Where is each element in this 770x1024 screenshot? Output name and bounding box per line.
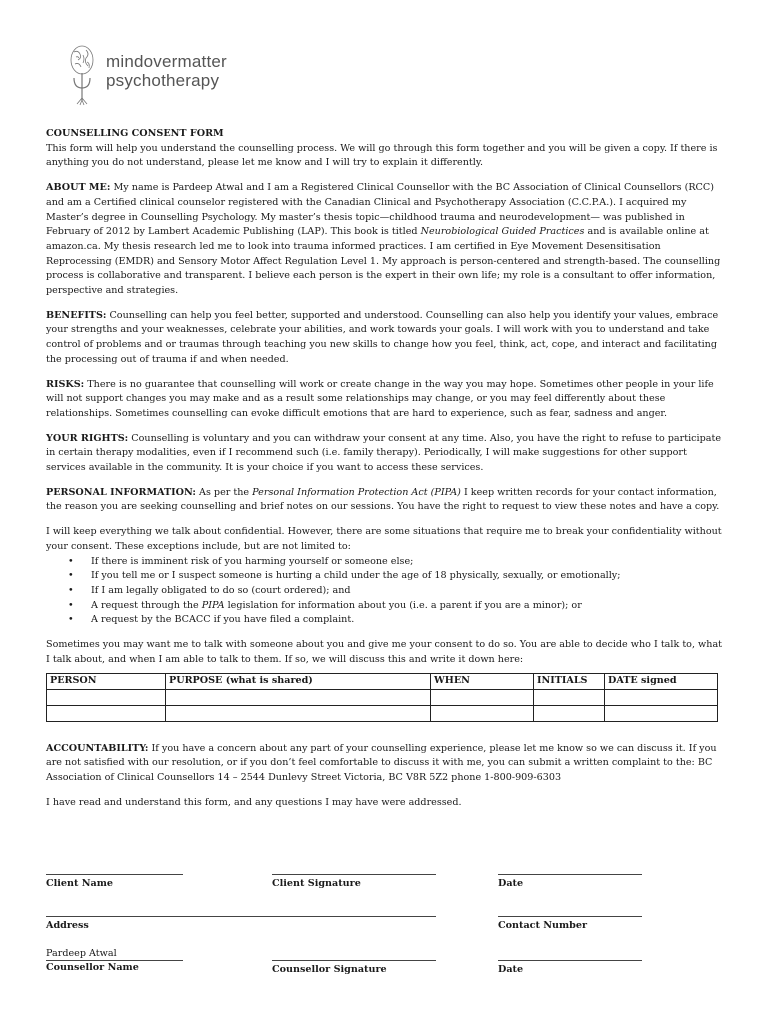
- list-item: • A request through the PIPA legislation for information about you (i.e. a parent if you are a minor); or: [46, 599, 728, 614]
- counsellor-signature-field[interactable]: [272, 960, 436, 976]
- address-label: Address: [46, 920, 89, 931]
- table-row: [47, 705, 718, 721]
- table-cell[interactable]: [431, 689, 534, 705]
- confidentiality-paragraph: I will keep everything we talk about confidential. However, there are some situations that require me to break your confidentiality without your consent. These exceptions include, but are not limited to:: [46, 526, 722, 552]
- brain-tree-icon: [66, 42, 98, 106]
- bullet: •: [68, 570, 74, 582]
- counsellor-name-value: Pardeep Atwal: [46, 948, 117, 959]
- about-paragraph: ABOUT ME: My name is Pardeep Atwal and I am a Registered Clinical Counsellor with the BC Association of Clinical Counsellors (RCC) and am a Certified clinical counselor registered with the Canadian Clinical and Psychotherapy Association (C.C.P.A.). I acquired my Master’s degree in Counselling Psychology. My master’s thesis topic—childhood trauma and neurodevelopment— was published in February of 2012 by Lambert Academic Publishing (LAP). This book is titled Neurobiological Guided Practices and is available online at amazon.ca. My thesis research led me to look into trauma informed practices. I am certified in Eye Movement Desensitisation Reprocessing (EMDR) and Sensory Motor Affect Regulation Level 1. My approach is person-centered and strength-based. The counselling process is collaborative and transparent. I believe each person is the expert in their own life; my role is a consultant to offer information, perspective and strategies.: [46, 182, 721, 297]
- list-item: • If there is imminent risk of you harming yourself or someone else;: [46, 555, 728, 570]
- contact-number-label: Contact Number: [498, 920, 588, 931]
- signature-row-client: [46, 864, 726, 906]
- logo: [66, 42, 266, 106]
- bullet: •: [68, 599, 74, 611]
- table-cell[interactable]: [605, 705, 718, 721]
- counsellor-name-field[interactable]: [46, 948, 183, 974]
- client-signature-field[interactable]: [272, 874, 436, 890]
- consent-share-paragraph: Sometimes you may want me to talk with someone about you and give me your consent to do so. You are able to decide who I talk to, what I talk about, and when I am able to talk to them. If so, we will discuss this and write it down here:: [46, 639, 723, 665]
- risks-paragraph: RISKS: There is no guarantee that counselling will work or create change in the way you may hope. Sometimes other people in your life will not support changes you may make and as a result some relationships may change, or you may feel differently about these relationships. Sometimes counselling can evoke difficult emotions that are hard to experience, such as fear, sadness and anger.: [46, 378, 714, 419]
- counsellor-signature-label: Counsellor Signature: [272, 964, 387, 975]
- list-item: • A request by the BCACC if you have filed a complaint.: [46, 613, 728, 628]
- accountability-paragraph: ACCOUNTABILITY: If you have a concern about any part of your counselling experience, please let me know so we can discuss it. If you are not satisfied with our resolution, or if you don’t feel comfortable to discuss it with me, you can submit a written complaint to the: BC Association of Clinical Counsellors 14 – 2544 Dunlevy Street Victoria, BC V8R 5Z2 phone 1-800-909-6303: [46, 742, 717, 783]
- client-name-field[interactable]: [46, 874, 183, 890]
- signature-block: [46, 864, 726, 990]
- table-header: WHEN: [431, 673, 534, 689]
- table-cell[interactable]: [47, 689, 166, 705]
- table-header: INITIALS: [534, 673, 605, 689]
- disclosure-table: [46, 673, 718, 722]
- table-header: PERSON: [47, 673, 166, 689]
- risks-heading: RISKS:: [46, 378, 85, 390]
- acknowledgement-statement: I have read and understand this form, and any questions I may have were addressed.: [46, 796, 462, 808]
- date-label: Date: [498, 878, 524, 889]
- bullet: •: [68, 584, 74, 596]
- personal-info-paragraph: PERSONAL INFORMATION: As per the Personal Information Protection Act (PIPA) I keep written records for your contact information, the reason you are seeking counselling and brief notes on our sessions. You have the right to request to view these notes and have a copy.: [46, 486, 720, 513]
- client-signature-label: Client Signature: [272, 878, 361, 889]
- contact-number-field[interactable]: [498, 916, 642, 932]
- table-row: [47, 689, 718, 705]
- intro-paragraph: This form will help you understand the counselling process. We will go through this form together and you will be given a copy. If there is anything you do not understand, please let me know and I will try to explain it differently.: [46, 142, 718, 169]
- table-cell[interactable]: [47, 705, 166, 721]
- personal-info-heading: PERSONAL INFORMATION:: [46, 486, 196, 498]
- exceptions-list: [46, 555, 728, 629]
- rights-heading: YOUR RIGHTS:: [46, 432, 129, 444]
- list-item: • If I am legally obligated to do so (court ordered); and: [46, 584, 728, 599]
- date-label: Date: [498, 964, 524, 975]
- logo-line-2: psychotherapy: [106, 71, 220, 90]
- table-header: DATE signed: [605, 673, 718, 689]
- counsellor-date-field[interactable]: [498, 960, 642, 976]
- logo-line-1: mindovermatter: [106, 52, 227, 71]
- form-title: COUNSELLING CONSENT FORM: [46, 128, 224, 139]
- list-item: • If you tell me or I suspect someone is hurting a child under the age of 18 physically, sexually, or emotionally;: [46, 569, 728, 584]
- bullet: •: [68, 614, 74, 626]
- client-date-field[interactable]: [498, 874, 642, 890]
- accountability-heading: ACCOUNTABILITY:: [46, 742, 149, 754]
- client-name-label: Client Name: [46, 878, 114, 889]
- table-cell[interactable]: [166, 705, 431, 721]
- counsellor-name-label: Counsellor Name: [46, 962, 139, 973]
- table-cell[interactable]: [534, 689, 605, 705]
- table-cell[interactable]: [605, 689, 718, 705]
- signature-row-counsellor: [46, 948, 726, 990]
- about-heading: ABOUT ME:: [46, 182, 111, 194]
- signature-row-address: [46, 906, 726, 948]
- pipa-act: Personal Information Protection Act (PIPA): [252, 486, 461, 498]
- rights-paragraph: YOUR RIGHTS: Counselling is voluntary and you can withdraw your consent at any time. Also, you have the right to refuse to participate in certain therapy modalities, even if I recommend such (i.e. family therapy). Periodically, I will make suggestions for other support services available in the community. It is your choice if you want to access these services.: [46, 432, 721, 474]
- table-cell[interactable]: [534, 705, 605, 721]
- book-title: Neurobiological Guided Practices: [420, 226, 585, 238]
- bullet: •: [68, 555, 74, 567]
- table-cell[interactable]: [166, 689, 431, 705]
- address-field[interactable]: [46, 916, 436, 932]
- table-cell[interactable]: [431, 705, 534, 721]
- table-header-row: [47, 673, 718, 689]
- benefits-heading: BENEFITS:: [46, 309, 107, 321]
- benefits-paragraph: BENEFITS: Counselling can help you feel better, supported and understood. Counselling can also help you identify your values, embrace your strengths and your weaknesses, celebrate your abilities, and work towards your goals. I will work with you to understand and take control of problems and or traumas through teaching you new skills to change how you feel, think, act, cope, and interact and facilitating the processing out of trauma if and when needed.: [46, 309, 719, 365]
- document-body: [46, 127, 728, 810]
- logo-wordmark: [106, 52, 227, 90]
- table-header: PURPOSE (what is shared): [166, 673, 431, 689]
